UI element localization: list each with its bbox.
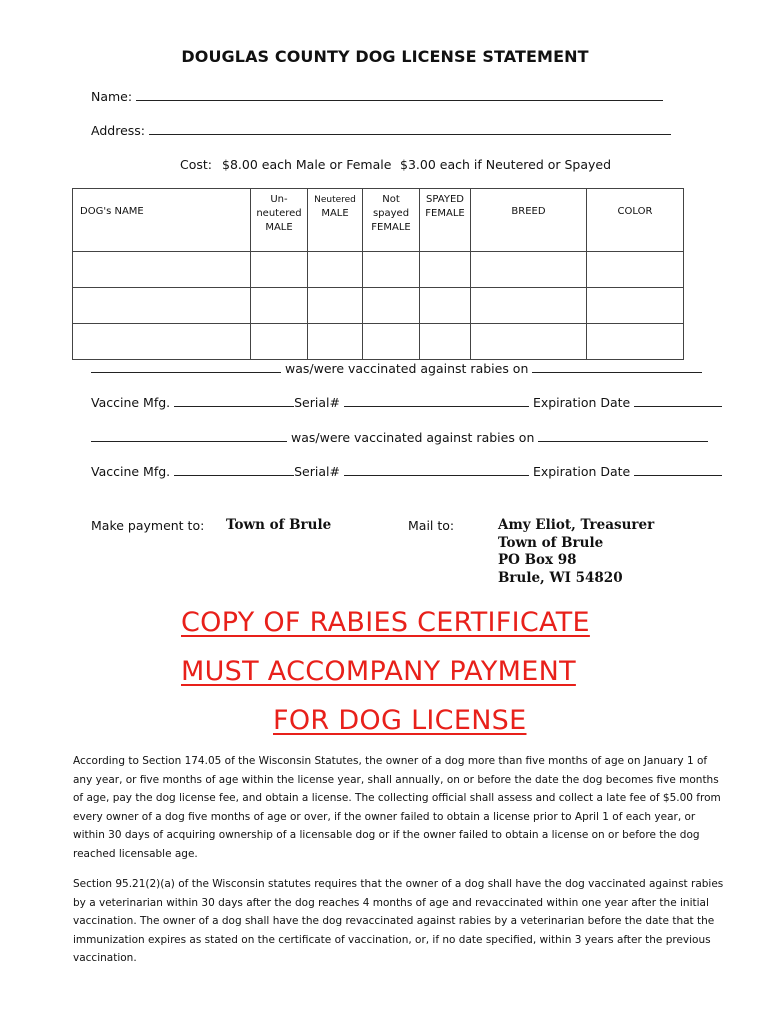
breed-cell[interactable] <box>471 288 587 324</box>
mail-to-label: Mail to: <box>408 518 455 533</box>
breed-cell[interactable] <box>471 324 587 360</box>
header-spayed-female <box>420 189 471 252</box>
header-neutered-word: Neutered <box>314 195 356 205</box>
address-row <box>91 122 671 138</box>
unneutered-cell[interactable] <box>251 324 308 360</box>
header-breed: BREED <box>471 189 587 252</box>
name-field[interactable] <box>136 88 663 101</box>
header-spayed-caps: SPAYED <box>426 194 464 205</box>
dog-names-field[interactable] <box>91 360 281 373</box>
address-line: Town of Brule <box>498 534 604 551</box>
statute-paragraph-1: According to Section 174.05 of the Wisconsin Statutes, the owner of a dog more than five months of age on January 1 of any year, or five months of age within the license year, shall annually, on or before the date the dog becomes five months of age, pay the dog license fee, and obtain a license. The collecting official shall assess and collect a late fee of $5.00 from every owner of a dog five months of age or over, if the owner failed to obtain a license prior to April 1 of each year, or within 30 days of acquiring ownership of a licensable dog or if the owner failed to obtain a license on or before the dog reached licensable age. <box>73 755 721 860</box>
vaccination-date-field[interactable] <box>532 360 702 373</box>
header-not-word: Not <box>382 194 400 205</box>
header-female-word: FEMALE <box>371 222 411 233</box>
dog-table <box>72 188 684 360</box>
unneutered-cell[interactable] <box>251 252 308 288</box>
page-title: DOUGLAS COUNTY DOG LICENSE STATEMENT <box>181 47 589 66</box>
spayed-cell[interactable] <box>420 324 471 360</box>
expiration-label: Expiration Date <box>532 464 631 479</box>
serial-label: Serial# <box>294 395 340 410</box>
header-color: COLOR <box>587 189 684 252</box>
dog-name-cell[interactable] <box>73 324 251 360</box>
notice-line-1: COPY OF RABIES CERTIFICATE <box>181 607 590 638</box>
header-un-line: Un- <box>270 194 288 205</box>
table-header-row <box>73 189 684 252</box>
serial-field[interactable] <box>344 394 529 407</box>
vaccine-mfg-field[interactable] <box>174 463 294 476</box>
vaccination-date-field[interactable] <box>538 429 708 442</box>
cost-male-female: $8.00 each Male or Female <box>222 157 392 172</box>
address-line: Amy Eliot, Treasurer <box>498 517 655 533</box>
vaccinated-text: was/were vaccinated against rabies on <box>284 361 529 376</box>
vaccine-mfg-label: Vaccine Mfg. <box>91 464 171 479</box>
expiration-field[interactable] <box>634 394 722 407</box>
address-label: Address: <box>91 123 145 138</box>
color-cell[interactable] <box>587 288 684 324</box>
table-row <box>73 288 684 324</box>
header-male-line: MALE <box>265 222 293 233</box>
neutered-cell[interactable] <box>308 324 363 360</box>
vaccine-mfg-field[interactable] <box>174 394 294 407</box>
spayed-cell[interactable] <box>420 252 471 288</box>
address-field[interactable] <box>149 122 671 135</box>
header-female-caps: FEMALE <box>425 208 465 219</box>
vaccination-row-1 <box>91 360 702 376</box>
header-neutered-male <box>308 189 363 252</box>
unneutered-cell[interactable] <box>251 288 308 324</box>
vaccination-row-2 <box>91 429 708 445</box>
expiration-field[interactable] <box>634 463 722 476</box>
not-spayed-cell[interactable] <box>363 324 420 360</box>
breed-cell[interactable] <box>471 252 587 288</box>
header-neutered-male-word: MALE <box>321 208 349 219</box>
header-spayed-word: spayed <box>372 208 410 219</box>
header-unneutered-male <box>251 189 308 252</box>
address-line: PO Box 98 <box>498 552 577 568</box>
dog-name-cell[interactable] <box>73 252 251 288</box>
vaccinated-text: was/were vaccinated against rabies on <box>290 430 535 445</box>
name-row <box>91 88 663 104</box>
notice-line-3: FOR DOG LICENSE <box>273 705 527 736</box>
serial-label: Serial# <box>294 464 340 479</box>
mailing-address <box>498 517 654 587</box>
payee-name: Town of Brule <box>226 517 332 533</box>
vaccine-row-1 <box>91 394 722 410</box>
cost-label: Cost: <box>180 157 213 172</box>
neutered-cell[interactable] <box>308 252 363 288</box>
color-cell[interactable] <box>587 324 684 360</box>
header-not-spayed-female <box>363 189 420 252</box>
notice-line-2: MUST ACCOMPANY PAYMENT <box>181 656 576 687</box>
table-row <box>73 324 684 360</box>
dog-names-field[interactable] <box>91 429 287 442</box>
vaccine-row-2 <box>91 463 722 479</box>
neutered-cell[interactable] <box>308 288 363 324</box>
header-dog-name: DOG's NAME <box>73 189 251 252</box>
spayed-cell[interactable] <box>420 288 471 324</box>
color-cell[interactable] <box>587 252 684 288</box>
make-payment-label: Make payment to: <box>91 518 205 533</box>
vaccine-mfg-label: Vaccine Mfg. <box>91 395 171 410</box>
header-neutered-line: neutered <box>256 208 302 219</box>
dog-name-cell[interactable] <box>73 288 251 324</box>
not-spayed-cell[interactable] <box>363 252 420 288</box>
expiration-label: Expiration Date <box>532 395 631 410</box>
address-line: Brule, WI 54820 <box>498 569 623 586</box>
not-spayed-cell[interactable] <box>363 288 420 324</box>
cost-neutered-spayed: $3.00 each if Neutered or Spayed <box>400 157 612 172</box>
statute-paragraph-2: Section 95.21(2)(a) of the Wisconsin statutes requires that the owner of a dog shall have the dog vaccinated against rabies by a veterinarian within 30 days after the dog reaches 4 months of age and revaccinated within one year after the initial vaccination. The owner of a dog shall have the dog revaccinated against rabies by a veterinarian before the date that the immunization expires as stated on the certificate of vaccination, or, if no date specified, within 3 years after the previous vaccination. <box>73 878 724 964</box>
name-label: Name: <box>91 89 133 104</box>
serial-field[interactable] <box>344 463 529 476</box>
table-row <box>73 252 684 288</box>
